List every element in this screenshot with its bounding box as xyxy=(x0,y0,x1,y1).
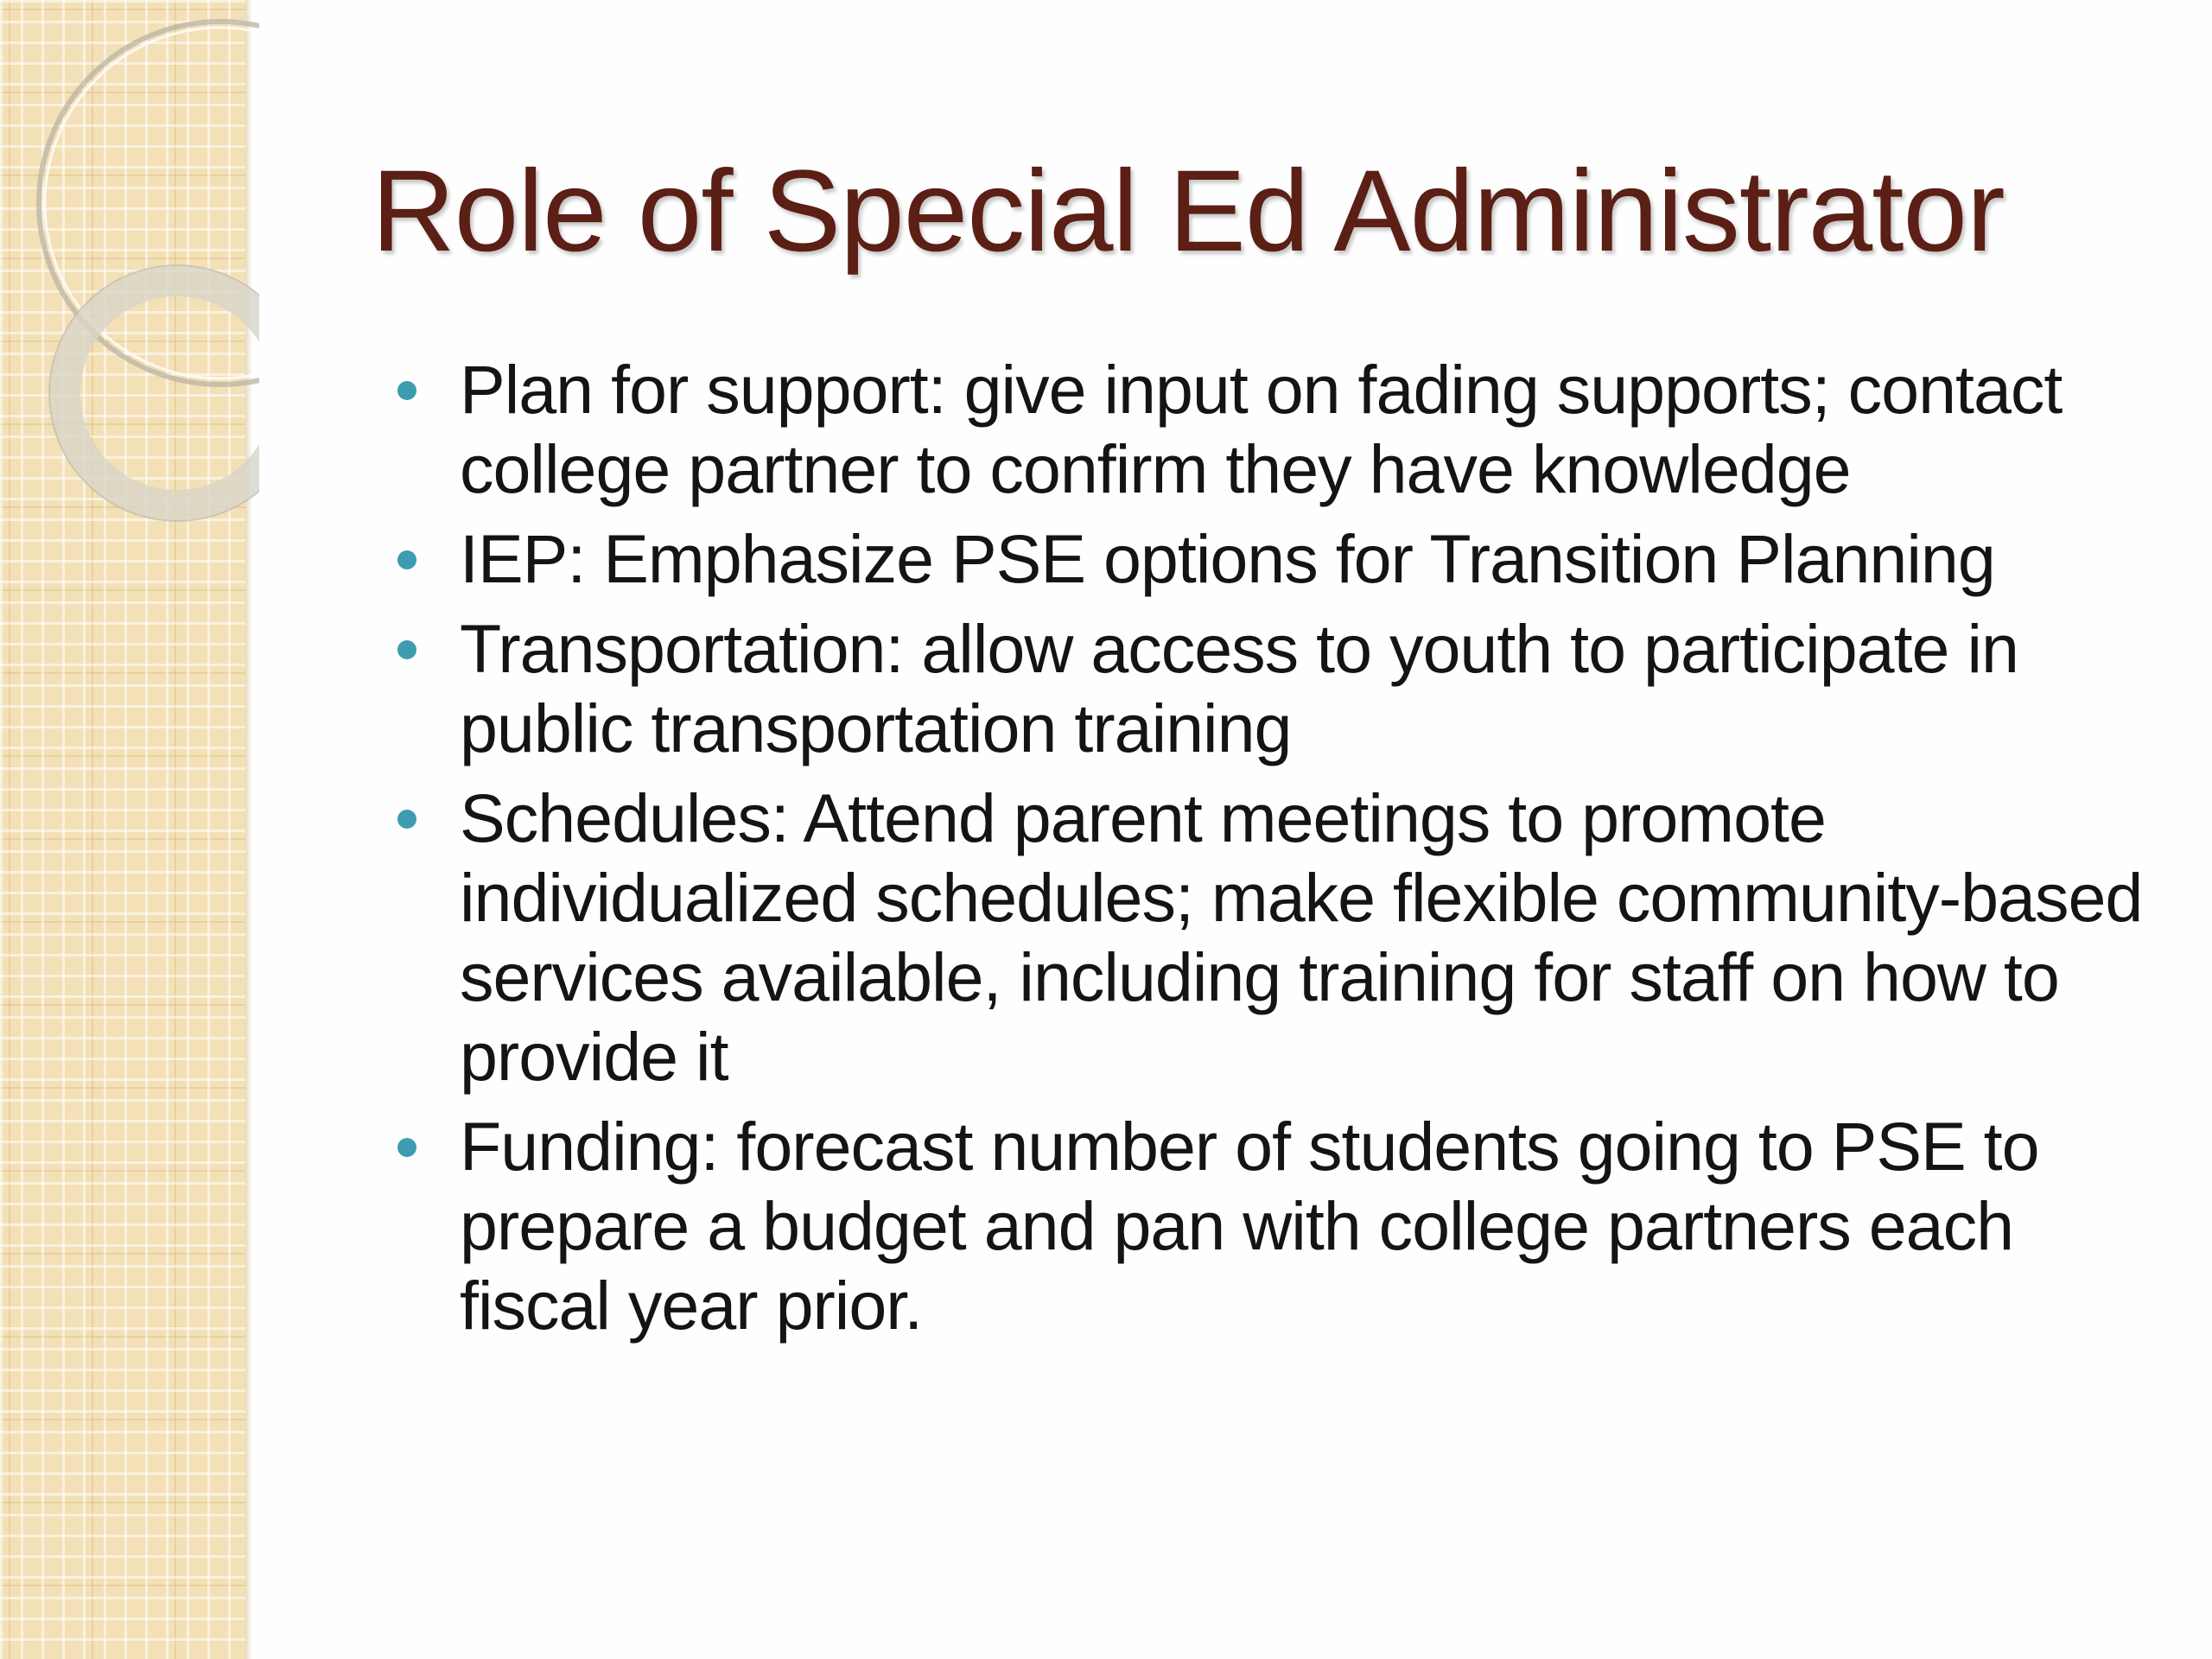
bullet-item-plan-for-support xyxy=(397,350,2177,509)
bullet-dot-icon xyxy=(397,640,416,659)
bullet-dot-icon xyxy=(397,550,416,569)
bullet-item-iep xyxy=(397,519,2177,599)
bullet-text: Plan for support: give input on fading supports; contact college partner to confirm they have knowledge xyxy=(460,351,2063,507)
bullet-dot-icon xyxy=(397,381,416,400)
slide-title: Role of Special Ed Administrator xyxy=(372,147,2005,276)
decorative-rings xyxy=(0,0,259,605)
bullet-text: Schedules: Attend parent meetings to promote individualized schedules; make flexible community-based services available, including training for staff on how to provide it xyxy=(460,779,2143,1095)
bullet-list xyxy=(397,350,2177,1356)
bullet-text: Transportation: allow access to youth to participate in public transportation training xyxy=(460,610,2018,766)
bullet-text: Funding: forecast number of students going to PSE to prepare a budget and pan with college partners each fiscal year prior. xyxy=(460,1108,2039,1344)
bullet-item-funding xyxy=(397,1107,2177,1345)
bullet-dot-icon xyxy=(397,810,416,829)
bullet-dot-icon xyxy=(397,1138,416,1157)
bullet-item-transportation xyxy=(397,609,2177,768)
bullet-item-schedules xyxy=(397,779,2177,1096)
bullet-text: IEP: Emphasize PSE options for Transition Planning xyxy=(460,520,1995,597)
